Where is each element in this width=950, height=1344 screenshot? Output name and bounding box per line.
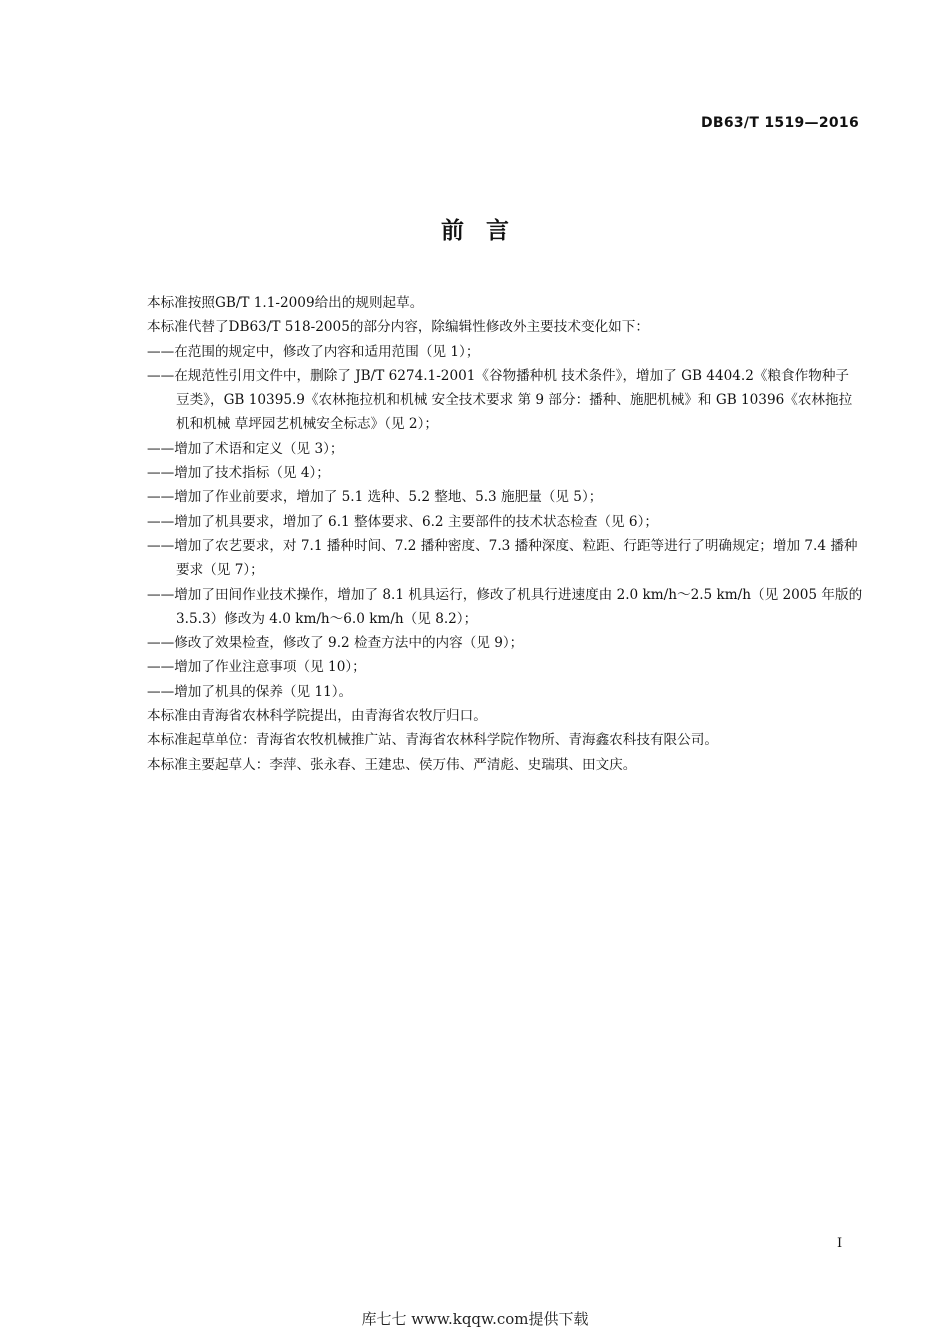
foreword-body: [147, 291, 863, 777]
document-code: DB63/T 1519—2016: [700, 115, 859, 131]
download-watermark: 库七七 www.kqqw.com提供下载: [361, 1310, 589, 1328]
change-item: ——在范围的规定中，修改了内容和适用范围（见 1）；: [147, 343, 480, 360]
change-item: ——增加了农艺要求，对 7.1 播种时间、7.2 播种密度、7.3 播种深度、粒距、行距等进行了明确规定；增加 7.4 播种要求（见 7）；: [147, 537, 858, 579]
paragraph-drafters: 本标准主要起草人：李萍、张永春、王建忠、侯万伟、严清彪、史瑞琪、田文庆。: [147, 756, 637, 773]
change-item: ——增加了机具要求，增加了 6.1 整体要求、6.2 主要部件的技术状态检查（见 6）；: [147, 513, 658, 530]
change-item: ——增加了术语和定义（见 3）；: [147, 440, 344, 457]
change-item: ——在规范性引用文件中，删除了 JB/T 6274.1-2001《谷物播种机 技术条件》，增加了 GB 4404.2《粮食作物种子 豆类》，GB 10395.9《农林拖拉机和机械 安全技术要求 第 9 部分：播种、施肥机械》和 GB 10396《农林拖拉机和机械 草坪园艺机械安全标志》（见 2）；: [147, 367, 853, 433]
page-number: I: [837, 1236, 843, 1251]
paragraph-proposer: 本标准由青海省农林科学院提出，由青海省农牧厅归口。: [147, 708, 487, 725]
change-item: ——增加了机具的保养（见 11）。: [147, 683, 353, 700]
page-title: 前言: [441, 218, 531, 244]
paragraph-drafting-units: 本标准起草单位：青海省农牧机械推广站、青海省农林科学院作物所、青海鑫农科技有限公司。: [147, 732, 718, 749]
change-item: ——增加了作业前要求，增加了 5.1 选种、5.2 整地、5.3 施肥量（见 5）；: [147, 489, 603, 506]
paragraph-replacement-note: 本标准代替了DB63/T 518-2005的部分内容，除编辑性修改外主要技术变化如下：: [147, 319, 649, 336]
change-item: ——修改了效果检查，修改了 9.2 检查方法中的内容（见 9）；: [147, 635, 524, 652]
change-item: ——增加了作业注意事项（见 10）；: [147, 659, 366, 676]
change-item: ——增加了田间作业技术操作，增加了 8.1 机具运行，修改了机具行进速度由 2.0 km/h～2.5 km/h（见 2005 年版的 3.5.3）修改为 4.0 km/h～6.0 km/h（见 8.2）；: [147, 586, 863, 627]
paragraph-drafting-rules: 本标准按照GB/T 1.1-2009给出的规则起草。: [147, 295, 424, 311]
change-item: ——增加了技术指标（见 4）；: [147, 465, 330, 482]
